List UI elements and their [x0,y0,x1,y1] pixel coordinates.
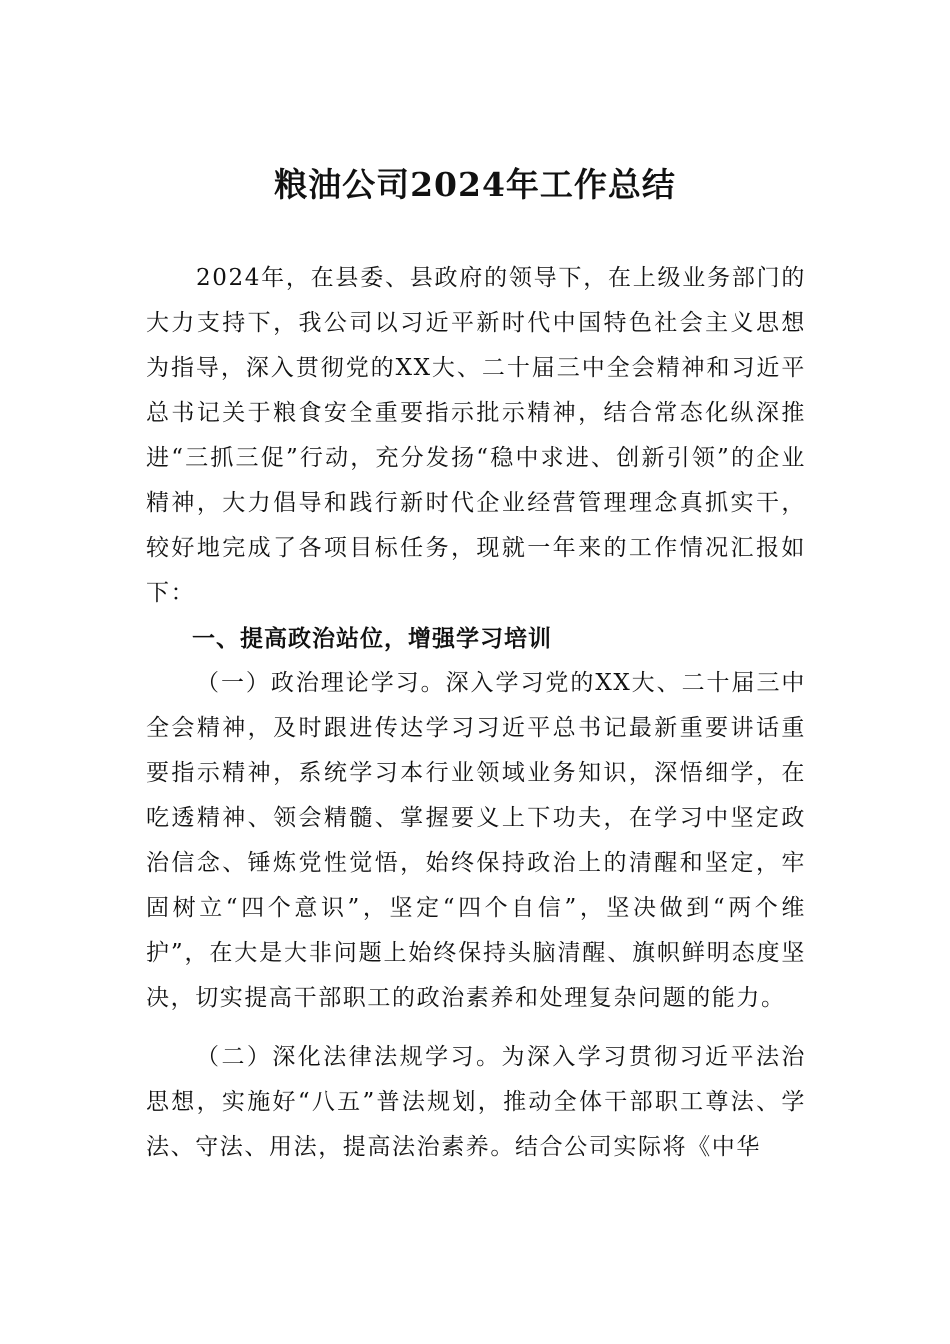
subsection-lead-1: （一）政治理论学习。 [196,670,446,696]
paragraph-spacer [146,1021,806,1035]
subsection-text-2: 为深入学习贯彻习近平法治思想，实施好“八五”普法规划，推动全体干部职工尊法、学法、守法、用法，提高法治素养。结合公司实际将《中华 [146,1044,807,1160]
subsection-text-1: 深入学习党的XX大、二十届三中全会精神，及时跟进传达学习习近平总书记最新重要讲话重要指示精神，系统学习本行业领域业务知识，深悟细学，在吃透精神、领会精髓、掌握要义上下功夫，在学习中坚定政治信念、锤炼党性觉悟，始终保持政治上的清醒和坚定，牢固树立“四个意识”，坚定“四个自信”，坚决做到“两个维护”，在大是大非问题上始终保持头脑清醒、旗帜鲜明态度坚决，切实提高干部职工的政治素养和处理复杂问题的能力。 [146,670,807,1011]
subsection-paragraph-1 [146,661,806,1021]
subsection-paragraph-2 [146,1035,806,1170]
subsection-lead-2: （二）深化法律法规学习。 [196,1044,502,1070]
document-title: 粮油公司2024年工作总结 [274,165,676,204]
section-heading-1: 一、提高政治站位，增强学习培训 [192,625,552,652]
document-body [146,256,806,1170]
intro-paragraph: 2024年，在县委、县政府的领导下，在上级业务部门的大力支持下，我公司以习近平新时代中国特色社会主义思想为指导，深入贯彻党的XX大、二十届三中全会精神和习近平总书记关于粮食安全重要指示批示精神，结合常态化纵深推进“三抓三促”行动，充分发扬“稳中求进、创新引领”的企业精神，大力倡导和践行新时代企业经营管理理念真抓实干，较好地完成了各项目标任务，现就一年来的工作情况汇报如下： [146,265,806,606]
